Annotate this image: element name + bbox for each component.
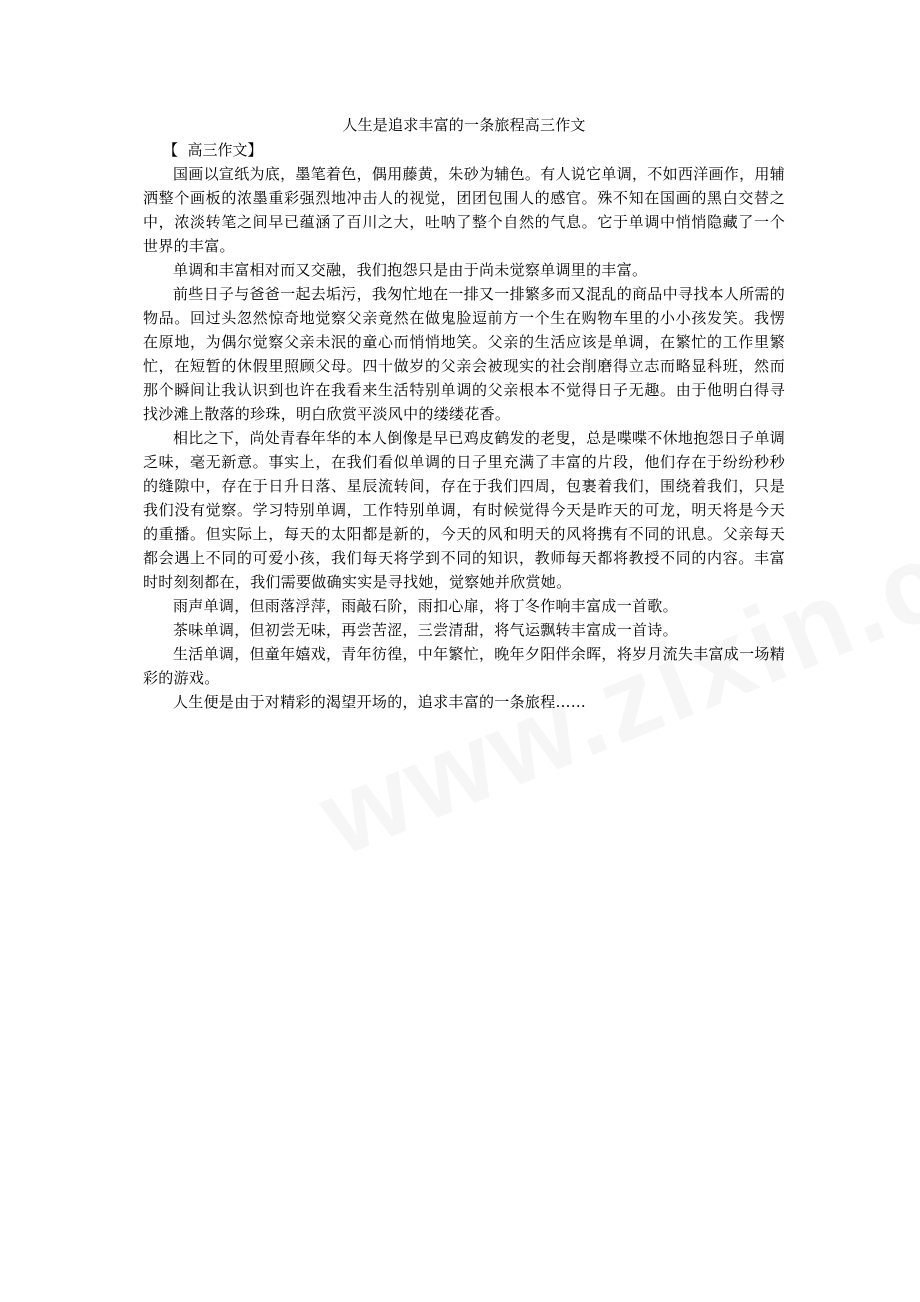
paragraph-8: 人生便是由于对精彩的渴望开场的，追求丰富的一条旅程…… — [173, 693, 587, 711]
paragraph-1: 国画以宣纸为底，墨笔着色，偶用藤黄，朱砂为辅色。有人说它单调，不如西洋画作，用辅洒整个画板的浓墨重彩强烈地冲击人的视觉，团团包围人的感官。殊不知在国画的黑白交替之中，浓淡转笔之间早已蕴涵了百川之大，吐呐了整个自然的气息。它于单调中悄悄隐藏了一个世界的丰富。 — [143, 165, 786, 255]
paragraph-6: 茶味单调，但初尝无味，再尝苦涩，三尝清甜，将气运飘转丰富成一首诗。 — [173, 621, 678, 639]
page-title: 人生是追求丰富的一条旅程高三作文 — [342, 116, 586, 134]
paragraph-4: 相比之下，尚处青春年华的本人倒像是早已鸡皮鹤发的老叟，总是喋喋不休地抱怨日子单调乏味，毫无新意。事实上，在我们看似单调的日子里充满了丰富的片段，他们存在于纷纷秒秒的缝隙中，存在于日升日落、星辰流转间，存在于我们四周，包裹着我们，围绕着我们，只是我们没有觉察。学习特别单调，工作特别单调，有时候觉得今天是昨天的可龙，明天将是今天的重播。但实际上，每天的太阳都是新的，今天的风和明天的风将携有不同的讯息。父亲每天都会遇上不同的可爱小孩，我们每天将学到不同的知识，教师每天都将教授不同的内容。丰富时时刻刻都在，我们需要做确实实是寻找她，觉察她并欣赏她。 — [143, 429, 786, 591]
paragraph-5: 雨声单调，但雨落浮萍，雨敲石阶，雨扣心扉，将丁冬作响丰富成一首歌。 — [173, 597, 678, 615]
paragraph-3: 前些日子与爸爸一起去垢污，我匆忙地在一排又一排繁多而又混乱的商品中寻找本人所需的物品。回过头忽然惊奇地觉察父亲竟然在做鬼脸逗前方一个生在购物车里的小小孩发笑。我愣在原地，为偶尔觉察父亲未泯的童心而悄悄地笑。父亲的生活应该是单调，在繁忙的工作里繁忙，在短暂的休假里照顾父母。四十做岁的父亲会被现实的社会削磨得立志而略显科班，然而那个瞬间让我认识到也许在我看来生活特别单调的父亲根本不觉得日子无趣。由于他明白得寻找沙滩上散落的珍珠，明白欣赏平淡风中的缕缕花香。 — [143, 285, 786, 423]
paragraph-7: 生活单调，但童年嬉戏，青年彷徨，中年繁忙，晚年夕阳伴余晖，将岁月流失丰富成一场精彩的游戏。 — [143, 645, 786, 687]
category-tag: 【 高三作文】 — [163, 141, 263, 159]
document-body — [143, 112, 785, 714]
paragraph-2: 单调和丰富相对而又交融，我们抱怨只是由于尚未觉察单调里的丰富。 — [173, 261, 648, 279]
